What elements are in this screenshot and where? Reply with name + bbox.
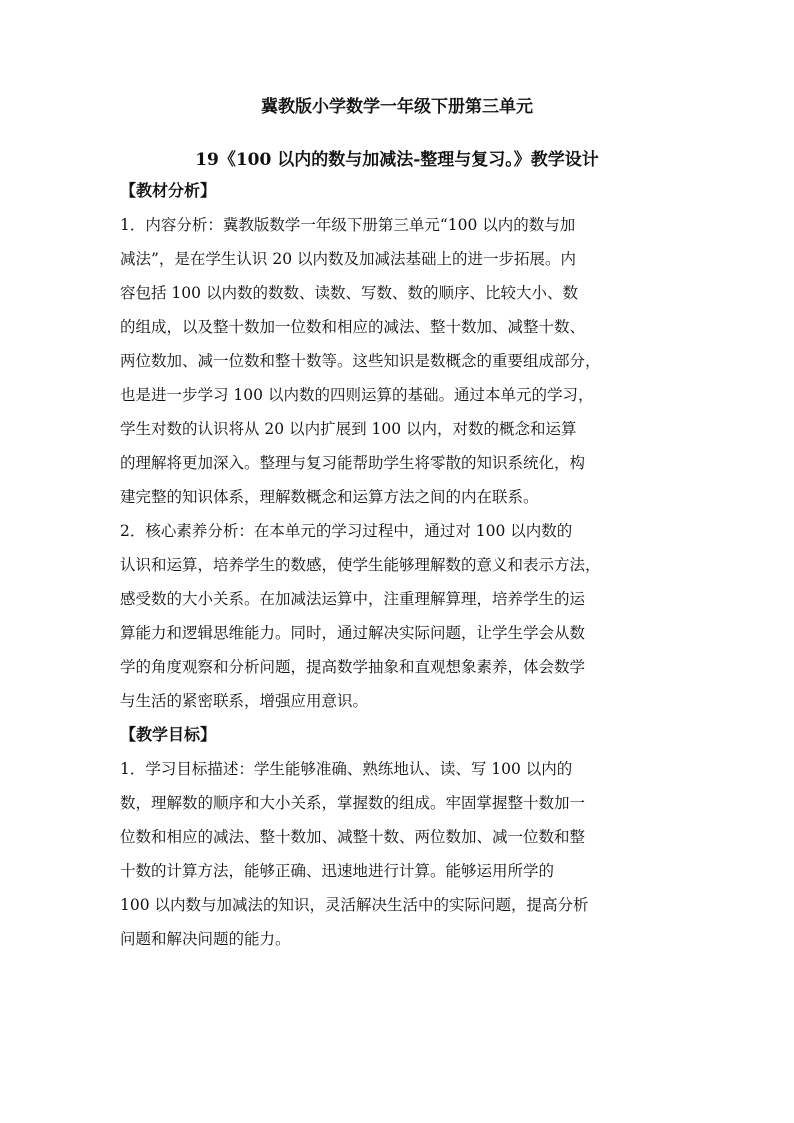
text-line: 学生对数的认识将从 20 以内扩展到 100 以内，对数的概念和运算 [120,420,577,438]
paragraph-core-literacy-analysis [120,514,690,718]
document-body [120,174,690,956]
text-line: 学的角度观察和分析问题，提高数学抽象和直观想象素养，体会数学 [120,658,586,676]
lesson-title: 19《100 以内的数与加减法-整理与复习。》教学设计 [195,150,599,170]
text-line: 减法”，是在学生认识 20 以内数及加减法基础上的进一步拓展。内 [120,250,577,268]
text-line: 容包括 100 以内数的数数、读数、写数、数的顺序、比较大小、数 [120,284,578,302]
text-line: 的组成，以及整十数加一位数和相应的减法、整十数加、减整十数、 [120,318,586,336]
text-line: 十数的计算方法，能够正确、迅速地进行计算。能够运用所学的 [120,862,555,880]
paragraph-learning-objectives [120,752,690,956]
paragraph-content-analysis [120,208,690,514]
text-line: 的理解将更加深入。整理与复习能帮助学生将零散的知识系统化，构 [120,454,586,472]
text-line: 与生活的紧密联系，增强应用意识。 [120,692,369,710]
document-title: 冀教版小学数学一年级下册第三单元 [261,97,533,117]
text-line: 也是进一步学习 100 以内数的四则运算的基础。通过本单元的学习， [120,386,594,404]
text-line: 两位数加、减一位数和整十数等。这些知识是数概念的重要组成部分， [120,352,601,370]
section-heading-textbook-analysis: 【教材分析】 [120,181,217,200]
text-line: 100 以内数与加减法的知识，灵活解决生活中的实际问题，提高分析 [120,896,589,914]
text-line: 2．核心素养分析：在本单元的学习过程中，通过对 100 以内数的 [120,522,573,540]
text-line: 1．内容分析：冀教版数学一年级下册第三单元“100 以内的数与加 [120,216,576,234]
section-heading-teaching-objectives: 【教学目标】 [120,725,217,744]
text-line: 问题和解决问题的能力。 [120,930,291,948]
text-line: 数，理解数的顺序和大小关系，掌握数的组成。牢固掌握整十数加一 [120,794,586,812]
text-line: 位数和相应的减法、整十数加、减整十数、两位数加、减一位数和整 [120,828,586,846]
text-line: 建完整的知识体系，理解数概念和运算方法之间的内在联系。 [120,488,539,506]
text-line: 1．学习目标描述：学生能够准确、熟练地认、读、写 100 以内的 [120,760,573,778]
text-line: 感受数的大小关系。在加减法运算中，注重理解算理，培养学生的运 [120,590,586,608]
text-line: 算能力和逻辑思维能力。同时，通过解决实际问题，让学生学会从数 [120,624,586,642]
text-line: 认识和运算，培养学生的数感，使学生能够理解数的意义和表示方法， [120,556,601,574]
